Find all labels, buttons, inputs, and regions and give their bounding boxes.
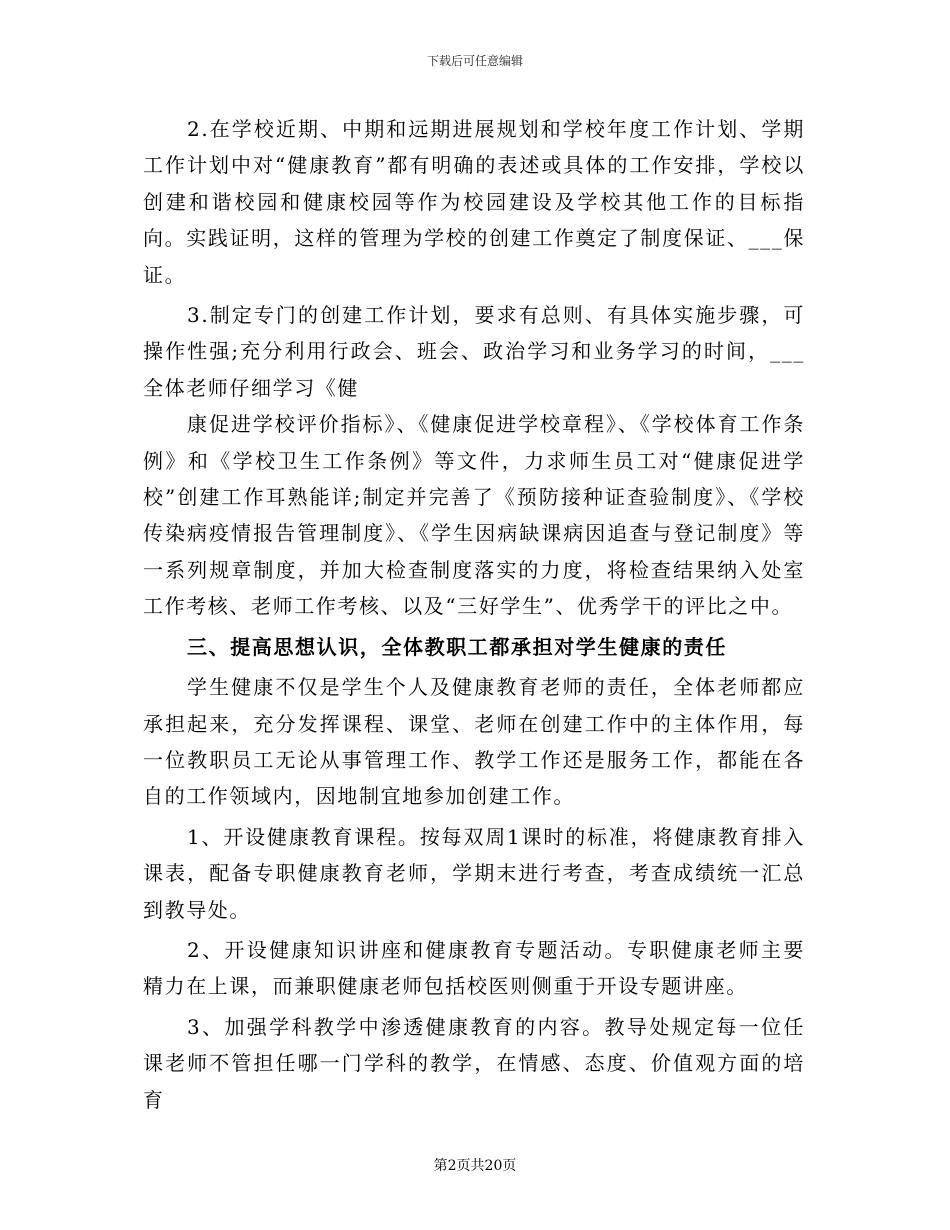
paragraph-point-2: 2、开设健康知识讲座和健康教育专题活动。专职健康老师主要精力在上课，而兼职健康老师包括校医则侧重于开设专题讲座。 <box>143 937 805 999</box>
paragraph-item-2: 2.在学校近期、中期和远期进展规划和学校年度工作计划、学期工作计划中对“健康教育”都有明确的表述或具体的工作安排，学校以创建和谐校园和健康校园等作为校园建设及学校其他工作的目标指向。实践证明，这样的管理为学校的创建工作奠定了制度保证、___保证。 <box>143 117 805 287</box>
paragraph-point-1: 1、开设健康教育课程。按每双周1课时的标准，将健康教育排入课表，配备专职健康教育老师，学期末进行考查，考查成绩统一汇总到教导处。 <box>143 824 805 922</box>
page-header-note: 下载后可任意编辑 <box>426 54 523 68</box>
paragraph-item-3-continued: 康促进学校评价指标》、《健康促进学校章程》、《学校体育工作条例》和《学校卫生工作条例》等文件，力求师生员工对“健康促进学校”创建工作耳熟能详;制定并完善了《预防接种证查验制度》、《学校传染病疫情报告管理制度》、《学生因病缺课病因追查与登记制度》等一系列规章制度，并加大检查制度落实的力度，将检查结果纳入处室工作考核、老师工作考核、以及“三好学生”、优秀学干的评比之中。 <box>143 412 805 619</box>
paragraph-point-3: 3、加强学科教学中渗透健康教育的内容。教导处规定每一位任课老师不管担任哪一门学科的教学，在情感、态度、价值观方面的培育 <box>143 1014 805 1112</box>
paragraph-intro: 学生健康不仅是学生个人及健康教育老师的责任，全体老师都应承担起来，充分发挥课程、课堂、老师在创建工作中的主体作用，每一位教职员工无论从事管理工作、教学工作还是服务工作，都能在各自的工作领域内，因地制宜地参加创建工作。 <box>143 675 805 809</box>
section-heading-3: 三、提高思想认识，全体教职工都承担对学生健康的责任 <box>187 634 727 659</box>
page-number-footer: 第2页共20页 <box>433 1158 517 1174</box>
document-body <box>143 111 805 1122</box>
paragraph-item-3: 3.制定专门的创建工作计划，要求有总则、有具体实施步骤，可操作性强;充分利用行政会、班会、政治学习和业务学习的时间，___全体老师仔细学习《健 <box>143 303 805 400</box>
